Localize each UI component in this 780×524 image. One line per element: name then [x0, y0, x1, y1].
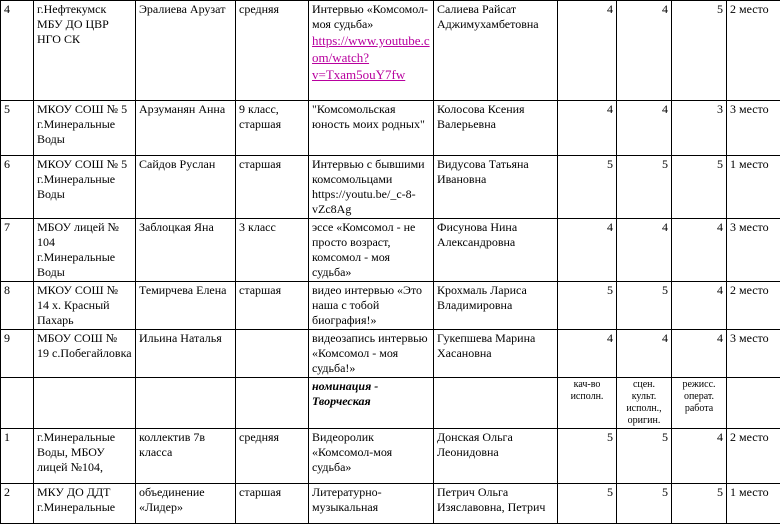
score-3: 4: [672, 219, 727, 282]
teacher-cell: Видусова Татьяна Ивановна: [434, 156, 558, 219]
score-2: 5: [617, 429, 672, 484]
place-cell: 2 место: [727, 282, 780, 330]
participant-cell: объединение «Лидер»: [136, 484, 236, 524]
school-cell: МБОУ СОШ № 19 с.Побегайловка: [34, 330, 136, 378]
work-cell: [309, 1, 434, 101]
participant-cell: Темирчева Елена: [136, 282, 236, 330]
school-cell: МКОУ СОШ № 14 х. Красный Пахарь: [34, 282, 136, 330]
school-cell: МБОУ лицей № 104 г.Минеральные Воды: [34, 219, 136, 282]
table-row: [1, 282, 780, 330]
table-row: [1, 429, 780, 484]
row-number: 2: [1, 484, 34, 524]
score-1: 4: [558, 330, 617, 378]
school-cell: г.Минеральные Воды, МБОУ лицей №104,: [34, 429, 136, 484]
work-cell: "Комсомольская юность моих родных": [309, 101, 434, 156]
work-cell: эссе «Комсомол - не просто возраст, комсомол - моя судьба»: [309, 219, 434, 282]
teacher-cell: Фисунова Нина Александровна: [434, 219, 558, 282]
score-2: 4: [617, 219, 672, 282]
score-2: 4: [617, 1, 672, 101]
work-cell: Литературно-музыкальная: [309, 484, 434, 524]
score-1: 5: [558, 484, 617, 524]
score-1: 4: [558, 101, 617, 156]
school-cell: МКОУ СОШ № 5 г.Минеральные Воды: [34, 101, 136, 156]
teacher-cell: Гукепшева Марина Хасановна: [434, 330, 558, 378]
score-3: 5: [672, 156, 727, 219]
participant-cell: Ильина Наталья: [136, 330, 236, 378]
row-number: 1: [1, 429, 34, 484]
score-3: 4: [672, 330, 727, 378]
row-number: 8: [1, 282, 34, 330]
table-row: [1, 484, 780, 524]
criterion-header-3: режисс. операт. работа: [672, 378, 727, 429]
school-cell: МКУ ДО ДДТ г.Минеральные: [34, 484, 136, 524]
table-row: [1, 330, 780, 378]
participant-cell: Заблоцкая Яна: [136, 219, 236, 282]
place-cell: 3 место: [727, 101, 780, 156]
work-cell: видео интервью «Это наша с тобой биография!»: [309, 282, 434, 330]
participant-cell: Сайдов Руслан: [136, 156, 236, 219]
score-2: 5: [617, 156, 672, 219]
age-group-cell: старшая: [236, 484, 309, 524]
row-number: 6: [1, 156, 34, 219]
age-group-cell: старшая: [236, 282, 309, 330]
row-number: 7: [1, 219, 34, 282]
work-cell: видеозапись интервью «Комсомол - моя судьба!»: [309, 330, 434, 378]
work-text: Интервью «Комсомол-моя судьба»: [312, 2, 430, 32]
participant-cell: Арзуманян Анна: [136, 101, 236, 156]
work-cell: Видеоролик «Комсомол-моя судьба»: [309, 429, 434, 484]
nomination-title: номинация - Творческая: [309, 378, 434, 429]
score-3: 3: [672, 101, 727, 156]
age-group-cell: 9 класс, старшая: [236, 101, 309, 156]
school-cell: МКОУ СОШ № 5 г.Минеральные Воды: [34, 156, 136, 219]
school-cell: г.Нефтекумск МБУ ДО ЦВР НГО СК: [34, 1, 136, 101]
score-3: 5: [672, 484, 727, 524]
table-row: [1, 101, 780, 156]
score-3: 4: [672, 429, 727, 484]
age-group-cell: старшая: [236, 156, 309, 219]
table-row: [1, 219, 780, 282]
score-1: 5: [558, 429, 617, 484]
teacher-cell: Крохмаль Лариса Владимировна: [434, 282, 558, 330]
score-2: 5: [617, 484, 672, 524]
teacher-cell: Донская Ольга Леонидовна: [434, 429, 558, 484]
participant-cell: Эралиева Арузат: [136, 1, 236, 101]
table-row: [1, 1, 780, 101]
place-cell: 2 место: [727, 429, 780, 484]
score-1: 5: [558, 282, 617, 330]
row-number: 9: [1, 330, 34, 378]
score-1: 4: [558, 219, 617, 282]
teacher-cell: Колосова Ксения Валерьевна: [434, 101, 558, 156]
place-cell: 1 место: [727, 484, 780, 524]
score-1: 4: [558, 1, 617, 101]
score-2: 4: [617, 330, 672, 378]
score-3: 4: [672, 282, 727, 330]
score-2: 5: [617, 282, 672, 330]
place-cell: 3 место: [727, 219, 780, 282]
place-cell: 1 место: [727, 156, 780, 219]
place-cell: 2 место: [727, 1, 780, 101]
table-row: [1, 156, 780, 219]
age-group-cell: [236, 330, 309, 378]
age-group-cell: 3 класс: [236, 219, 309, 282]
age-group-cell: средняя: [236, 429, 309, 484]
score-2: 4: [617, 101, 672, 156]
criterion-header-2: сцен. культ. исполн., оригин.: [617, 378, 672, 429]
participant-cell: коллектив 7в класса: [136, 429, 236, 484]
row-number: 4: [1, 1, 34, 101]
teacher-cell: Петрич Ольга Изяславовна, Петрич: [434, 484, 558, 524]
age-group-cell: средняя: [236, 1, 309, 101]
criterion-header-1: кач-во исполн.: [558, 378, 617, 429]
nomination-row: [1, 378, 780, 429]
score-1: 5: [558, 156, 617, 219]
place-cell: 3 место: [727, 330, 780, 378]
work-cell: Интервью с бывшими комсомольцами https://youtu.be/_c-8-vZc8Ag: [309, 156, 434, 219]
score-3: 5: [672, 1, 727, 101]
row-number: 5: [1, 101, 34, 156]
teacher-cell: Салиева Райсат Аджимухамбетовна: [434, 1, 558, 101]
youtube-link[interactable]: https://www.youtube.com/watch?v=Txam5ouY7fw: [312, 33, 430, 82]
